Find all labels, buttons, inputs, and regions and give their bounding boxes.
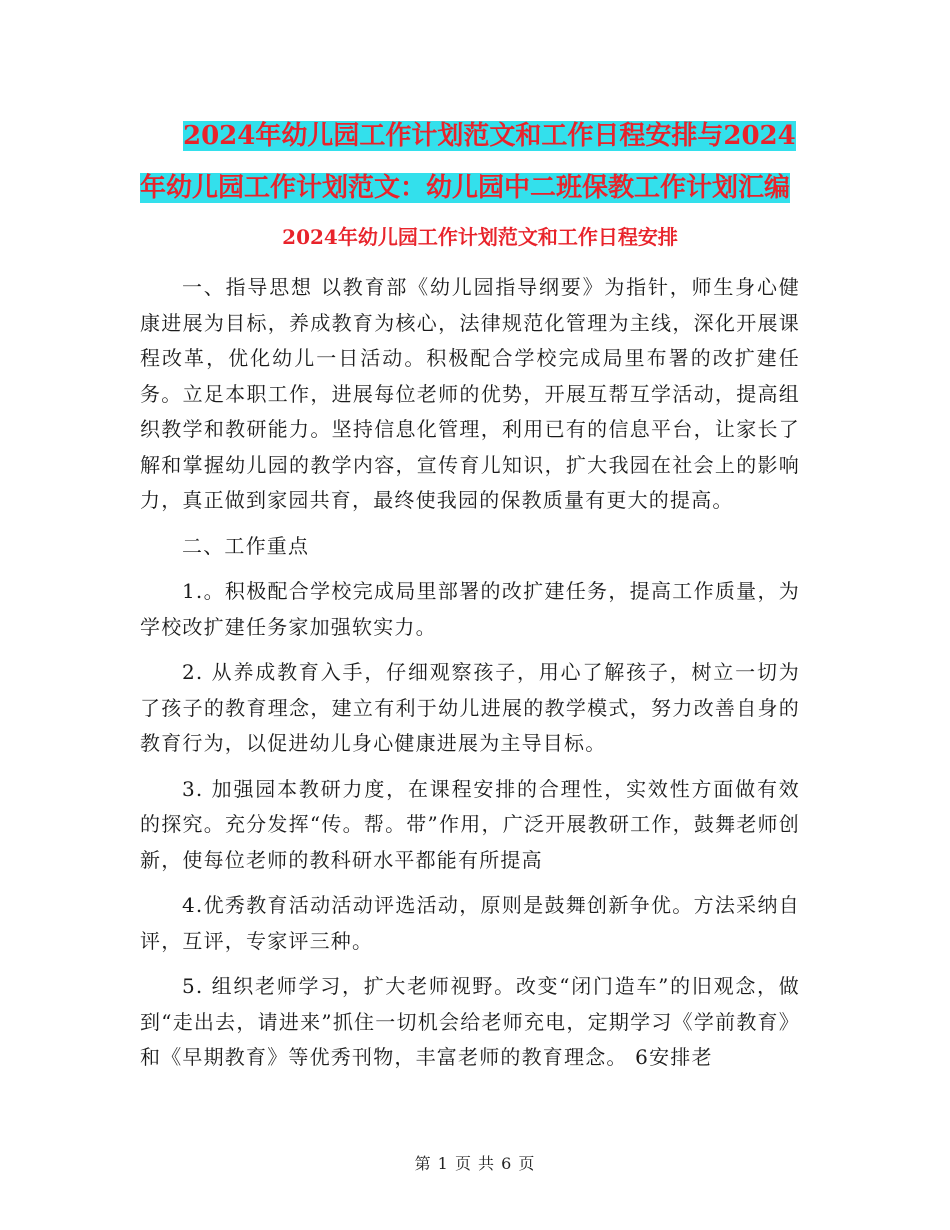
document-title-highlight: 2024年幼儿园工作计划范文和工作日程安排与2024年幼儿园工作计划范文：幼儿园中二班保教工作计划汇编 xyxy=(140,121,796,203)
paragraph-item-2: 2. 从养成教育入手，仔细观察孩子，用心了解孩子，树立一切为了孩子的教育理念，建立有利于幼儿进展的教学模式，努力改善自身的教育行为，以促进幼儿身心健康进展为主导目标。 xyxy=(140,660,800,755)
paragraph-work-focus-heading: 二、工作重点 xyxy=(182,533,310,558)
paragraph-guiding-ideology: 一、指导思想 以教育部《幼儿园指导纲要》为指针，师生身心健康进展为目标，养成教育为核心，法律规范化管理为主线，深化开展课程改革，优化幼儿一日活动。积极配合学校完成局里布署的改扩建任务。立足本职工作，进展每位老师的优势，开展互帮互学活动，提高组织教学和教研能力。坚持信息化管理，利用已有的信息平台，让家长了解和掌握幼儿园的教学内容，宣传育儿知识，扩大我园在社会上的影响力，真正做到家园共育，最终使我园的保教质量有更大的提高。 xyxy=(140,275,800,512)
document-body xyxy=(140,270,800,1086)
section-title: 2024年幼儿园工作计划范文和工作日程安排 xyxy=(282,225,678,249)
paragraph-item-5: 5. 组织老师学习，扩大老师视野。改变“闭门造车”的旧观念，做到“走出去，请进来”抓住一切机会给老师充电，定期学习《学前教育》和《早期教育》等优秀刊物，丰富老师的教育理念。 6安排老 xyxy=(140,974,800,1069)
page-footer: 第 1 页 共 6 页 xyxy=(414,1154,536,1173)
paragraph-item-4: 4.优秀教育活动活动评选活动，原则是鼓舞创新争优。方法采纳自评，互评，专家评三种。 xyxy=(140,893,800,953)
paragraph-item-1: 1.。积极配合学校完成局里部署的改扩建任务，提高工作质量，为学校改扩建任务家加强软实力。 xyxy=(140,579,800,639)
paragraph-item-3: 3. 加强园本教研力度，在课程安排的合理性，实效性方面做有效的探究。充分发挥“传。帮。带”作用，广泛开展教研工作，鼓舞老师创新，使每位老师的教科研水平都能有所提高 xyxy=(140,776,800,872)
document-title xyxy=(140,110,820,214)
